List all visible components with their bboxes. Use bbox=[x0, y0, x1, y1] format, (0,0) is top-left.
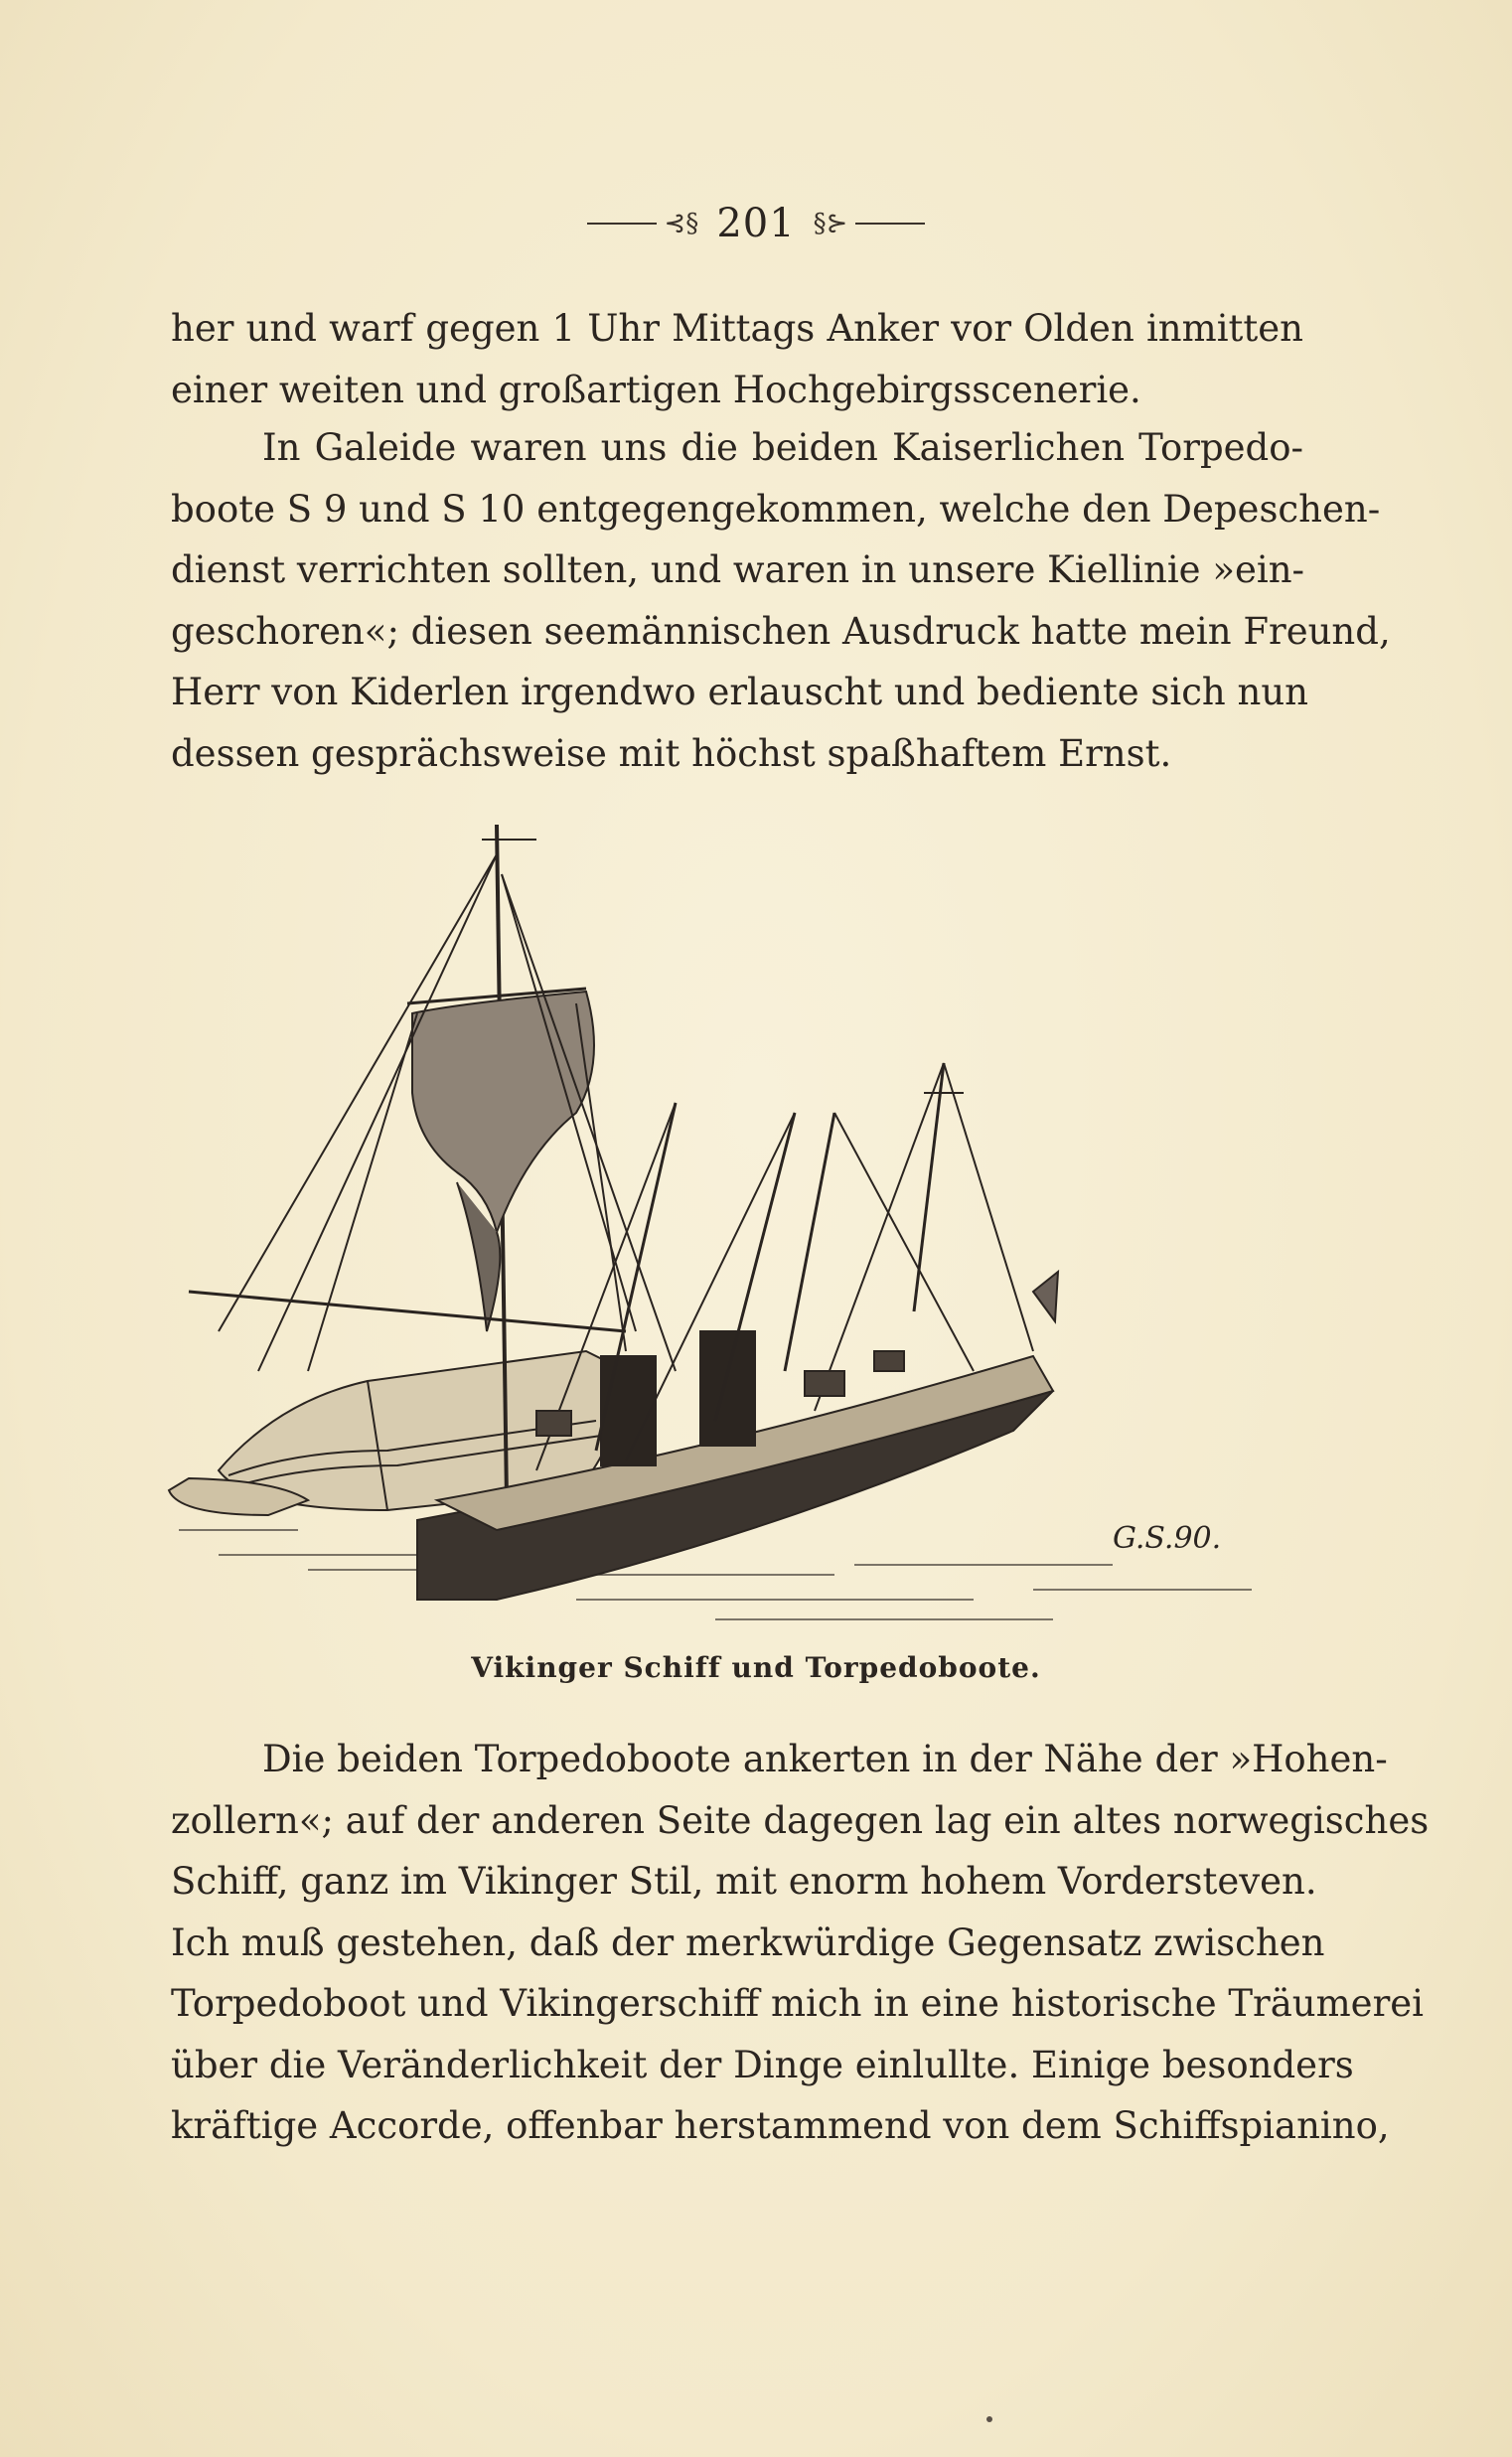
text-line: Ich muß gestehen, daß der merkwürdige Gegensatz zwischen bbox=[171, 1920, 1325, 1964]
paragraph-1 bbox=[171, 298, 1303, 420]
text-line: dessen gesprächsweise mit höchst spaßhaftem Ernst. bbox=[171, 731, 1172, 775]
paragraph-2 bbox=[171, 417, 1391, 784]
text-line: kräftige Accorde, offenbar herstammend von dem Schiffspianino, bbox=[171, 2104, 1390, 2147]
header-ornament-right: §⊱ bbox=[813, 209, 848, 238]
page-header bbox=[0, 199, 1512, 248]
text-line: Die beiden Torpedoboote ankerten in der Nähe der »Hohen- bbox=[262, 1738, 1388, 1780]
header-rule-left bbox=[587, 223, 657, 225]
header-rule-right bbox=[855, 223, 925, 225]
text-line: Schiff, ganz im Vikinger Stil, mit enorm hohem Vordersteven. bbox=[171, 1860, 1317, 1903]
text-line: dienst verrichten sollten, und waren in unsere Kiellinie »ein- bbox=[171, 548, 1305, 591]
text-line: zollern«; auf der anderen Seite dagegen lag ein altes norwegisches bbox=[171, 1798, 1430, 1842]
text-line: einer weiten und großartigen Hochgebirgsscenerie. bbox=[171, 368, 1141, 411]
paragraph-3 bbox=[171, 1729, 1430, 2157]
text-line: Herr von Kiderlen irgendwo erlauscht und bediente sich nun bbox=[171, 671, 1309, 713]
text-line: boote S 9 und S 10 entgegengekommen, welche den Depeschen- bbox=[171, 487, 1381, 531]
water-lines bbox=[179, 1530, 1252, 1619]
header-ornament-left: ⊰§ bbox=[664, 209, 699, 238]
artist-signature: G.S.90. bbox=[1113, 1521, 1222, 1556]
text-line: In Galeide waren uns die beiden Kaiserlichen Torpedo- bbox=[262, 426, 1303, 469]
text-line: her und warf gegen 1 Uhr Mittags Anker vor Olden inmitten bbox=[171, 307, 1303, 350]
text-line: über die Veränderlichkeit der Dinge einlullte. Einige besonders bbox=[171, 2043, 1354, 2086]
figure-caption: Vikinger Schiff und Torpedoboote. bbox=[471, 1651, 1041, 1684]
page-number: 201 bbox=[716, 201, 796, 246]
ship-illustration bbox=[159, 815, 1282, 1659]
text-line: geschoren«; diesen seemännischen Ausdruck hatte mein Freund, bbox=[171, 609, 1391, 653]
ink-speck bbox=[986, 2416, 992, 2422]
viking-ship bbox=[169, 825, 676, 1515]
text-line: Torpedoboot und Vikingerschiff mich in eine historische Träumerei bbox=[171, 1982, 1424, 2025]
